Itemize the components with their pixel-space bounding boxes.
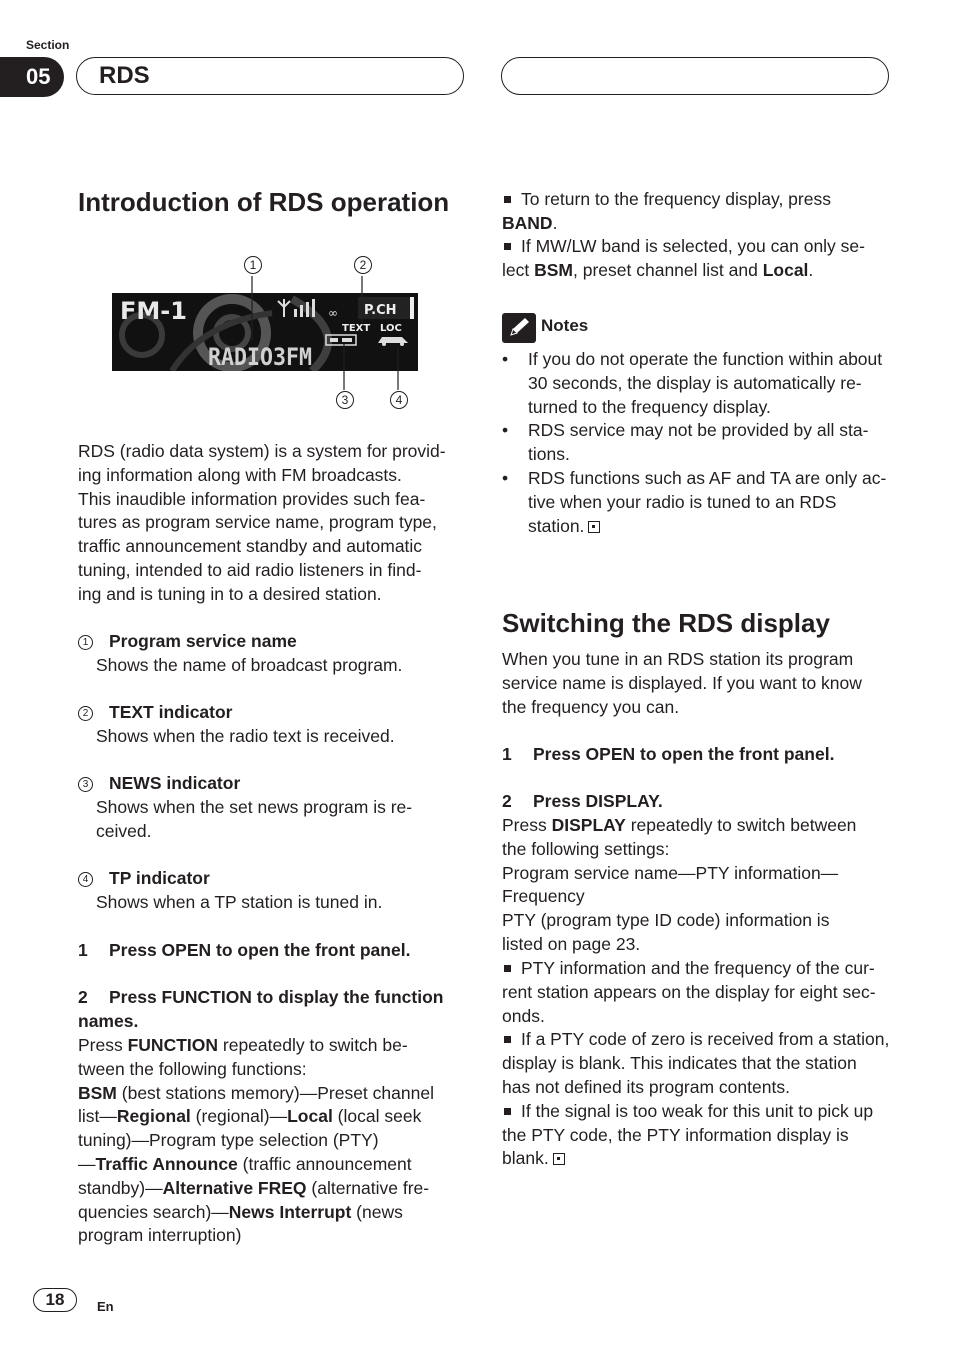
callout-4: 4 — [390, 391, 408, 411]
section-number-badge: 05 — [0, 57, 64, 97]
lcd-loop-symbol: ∞ — [328, 306, 338, 320]
page-number: 18 — [33, 1288, 77, 1312]
list-item: PTY information and the frequency of the cur- rent station appears on the display for eight sec- onds. — [502, 958, 876, 1026]
list-item: If the signal is too weak for this unit to pick up the PTY code, the PTY information display is blank. — [502, 1100, 874, 1169]
right-bullet-mwlw: If MW/LW band is selected, you can only se- lect BSM, preset channel list and Local. — [502, 236, 865, 280]
item-news-indicator: 3 NEWS indicator Shows when the set news program is re- ceived. — [78, 772, 468, 843]
lcd-band-text: FM-1 — [120, 297, 187, 325]
left-step-1: 1 Press OPEN to open the front panel. — [78, 940, 411, 960]
lcd-pch-text: P.CH — [364, 303, 397, 318]
right-step-2-body: Press DISPLAY repeatedly to switch between the following settings: Program service name—PTY information— Frequency PTY (program type ID code) information is listed on page 23. — [502, 815, 857, 954]
notes-title: Notes — [541, 316, 589, 335]
callout-2: 2 — [354, 256, 372, 276]
item-tp-indicator: 4 TP indicator Shows when a TP station is tuned in. — [78, 867, 468, 915]
callout-3: 3 — [336, 391, 354, 411]
note-item: • If you do not operate the function within about 30 seconds, the display is automatically re- turned to the frequency display. — [502, 348, 894, 419]
list-item: If a PTY code of zero is received from a station, display is blank. This indicates that the station has not defined its program contents. — [502, 1029, 890, 1097]
rds-display-intro: When you tune in an RDS station its program service name is displayed. If you want to know the frequency you can. — [502, 649, 862, 717]
square-bullet-icon — [504, 243, 511, 250]
section-heading-rds-display: Switching the RDS display — [502, 608, 830, 638]
square-bullet-icon — [504, 1108, 511, 1115]
section-label: Section — [26, 38, 70, 52]
right-step-1: 1 Press OPEN to open the front panel. — [502, 744, 835, 764]
note-item: • RDS service may not be provided by all sta- tions. — [502, 419, 894, 467]
lcd-station-text: RADIO3FM — [208, 343, 312, 371]
item-text-indicator: 2 TEXT indicator Shows when the radio text is received. — [78, 701, 468, 749]
page-heading: Introduction of RDS operation — [78, 187, 450, 217]
item-program-service-name: 1 Program service name Shows the name of broadcast program. — [78, 630, 468, 678]
intro-paragraph: RDS (radio data system) is a system for provid- ing information along with FM broadcasts. This inaudible information provides such fea- tures as program service name, program type, traffic announcement standby and automatic tuning, intended to aid radio listeners in find- ing and is tuning in to a desired station. — [78, 441, 446, 604]
callout-1: 1 — [244, 256, 262, 276]
square-bullet-icon — [504, 196, 511, 203]
notes-pencil-icon — [502, 313, 536, 343]
square-bullet-icon — [504, 965, 511, 972]
left-step-2-body: Press FUNCTION repeatedly to switch be- tween the following functions: BSM (best stations memory)—Preset channel list—Regional (regional)—Local (local seek tuning)—Program type selection (PTY) —Traffic Announce (traffic announcement standby)—Alternative FREQ (alternative fre- quencies search)—News Interrupt (news program interruption) — [78, 1035, 434, 1246]
notes-list — [502, 348, 894, 538]
end-mark-icon — [553, 1153, 565, 1165]
language-label: En — [97, 1299, 114, 1314]
lcd-text-indicator: TEXT — [342, 323, 371, 334]
left-step-2: 2 Press FUNCTION to display the function names. — [78, 987, 444, 1031]
square-bullet-icon — [504, 1036, 511, 1043]
section-title: RDS — [76, 57, 464, 95]
lcd-loc-indicator: LOC — [380, 323, 402, 334]
end-mark-icon — [588, 521, 600, 533]
right-step-2: 2 Press DISPLAY. — [502, 791, 663, 811]
pty-bullets — [502, 957, 894, 1171]
right-bullet-band: To return to the frequency display, press BAND. — [502, 189, 831, 233]
note-item: • RDS functions such as AF and TA are only ac- tive when your radio is tuned to an RDS station. — [502, 467, 894, 538]
